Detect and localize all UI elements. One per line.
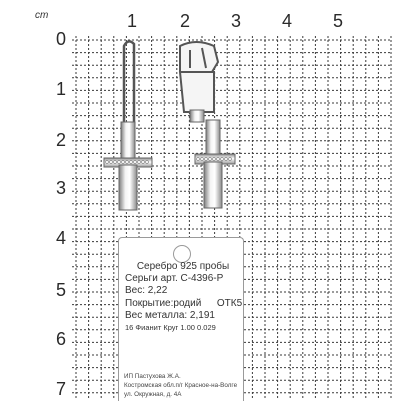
stone <box>130 161 133 164</box>
stone <box>142 161 145 164</box>
tag-footer <box>124 372 240 399</box>
earring-right-cross-stem <box>204 162 222 208</box>
tag-coating: Покрытие:родий <box>125 297 202 309</box>
stone <box>225 158 228 161</box>
x-ruler-label: 5 <box>333 11 344 31</box>
tag-maker: ИП Пастухова Ж.А. <box>124 373 181 380</box>
earring-right-cross-top <box>206 120 220 156</box>
y-ruler-label: 5 <box>56 280 67 300</box>
tag-weight: Вес: 2,22 <box>125 285 168 297</box>
y-ruler-label: 2 <box>56 130 67 150</box>
stone <box>229 158 232 161</box>
stone <box>106 161 109 164</box>
earring-right-joint <box>190 110 204 122</box>
earring-left <box>104 41 152 210</box>
stone <box>205 158 208 161</box>
tag-metal-weight: Вес металла: 2,191 <box>125 309 215 321</box>
earring-left-cross-top <box>121 122 135 160</box>
y-ruler-label: 3 <box>56 178 67 198</box>
stone <box>134 161 137 164</box>
stone <box>126 161 129 164</box>
y-ruler-label: 4 <box>56 228 67 248</box>
stone <box>213 158 216 161</box>
stone <box>138 161 141 164</box>
stone <box>122 161 125 164</box>
x-ruler-label: 1 <box>127 11 138 31</box>
stone <box>197 158 200 161</box>
x-ruler-label: 2 <box>180 11 191 31</box>
earring-left-cross-stem <box>119 165 137 210</box>
y-ruler-label: 7 <box>56 379 67 399</box>
stone <box>221 158 224 161</box>
tag-stones: 16 Фианит Круг 1.00 0.029 <box>125 323 216 333</box>
tag-coating-row <box>125 298 241 310</box>
earring-left-hook <box>124 41 134 125</box>
tag-address-2: ул. Окружная, д. 4А <box>124 391 182 398</box>
earring-right-stones <box>197 158 232 161</box>
earring-left-stones <box>106 161 149 164</box>
stone <box>118 161 121 164</box>
y-ruler-label: 0 <box>56 29 67 49</box>
stone <box>217 158 220 161</box>
earring-right-hook <box>180 42 218 112</box>
stone <box>201 158 204 161</box>
x-ruler-label: 3 <box>231 11 242 31</box>
tag-article: Серьги арт. С-4396-Р <box>125 273 224 285</box>
stone <box>209 158 212 161</box>
y-ruler-label: 6 <box>56 329 67 349</box>
tag-text <box>125 261 241 334</box>
x-ruler-label: 4 <box>282 11 293 31</box>
tag-metal: Серебро 925 пробы <box>136 261 230 272</box>
tag-otk: ОТК5 <box>216 297 243 309</box>
price-tag <box>118 237 244 401</box>
stone <box>110 161 113 164</box>
stone <box>114 161 117 164</box>
tag-address-1: Костромская обл.п/г Красное-на-Волге <box>124 382 238 389</box>
unit-label: cm <box>35 10 49 21</box>
y-ruler-label: 1 <box>56 79 67 99</box>
stone <box>146 161 149 164</box>
